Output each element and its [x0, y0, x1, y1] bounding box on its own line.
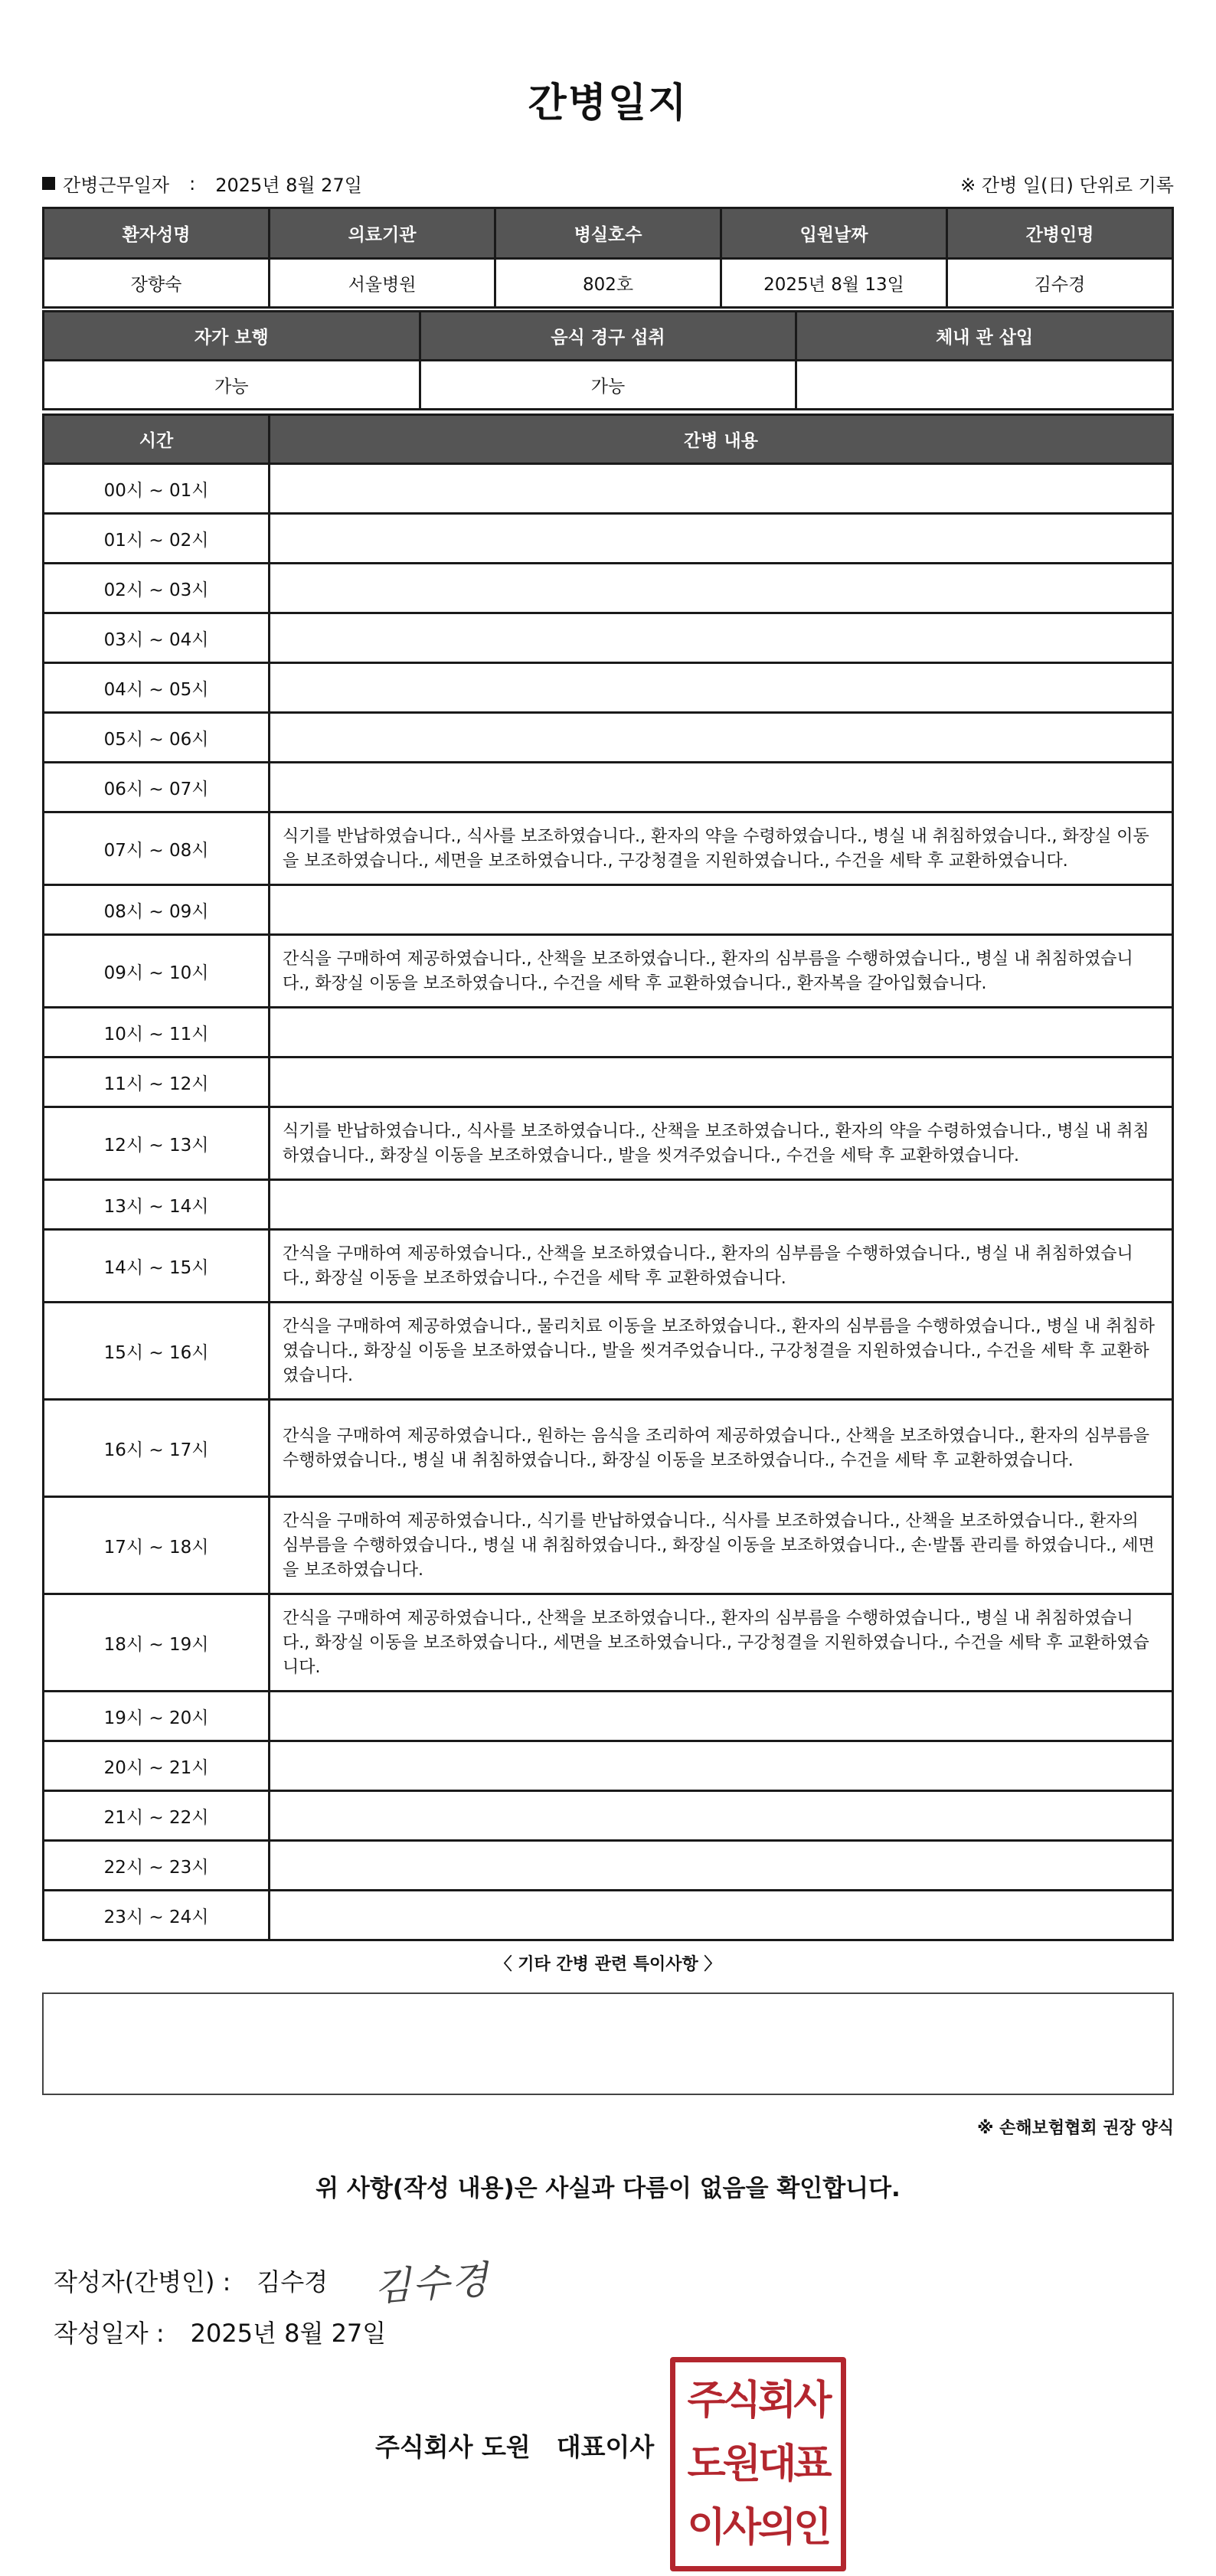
care-content: 간식을 구매하여 제공하였습니다., 산책을 보조하였습니다., 환자의 심부름을 수행하였습니다., 병실 내 취침하였습니다., 화장실 이동을 보조하였습니다., 수건을 세탁 후 교환하였습니다. — [270, 1230, 1173, 1303]
company-seal-stamp — [670, 2357, 846, 2571]
patient-info-table — [42, 207, 1174, 309]
patient-info-value-row — [44, 259, 1173, 308]
time-slot: 17시 ~ 18시 — [44, 1497, 270, 1594]
header-self-walking: 자가 보행 — [44, 312, 420, 361]
meta-row — [42, 170, 1174, 198]
patient-status-table — [42, 310, 1174, 410]
care-log-header-row — [44, 415, 1173, 464]
form-source-note: ※ 손해보험협회 권장 양식 — [977, 2119, 1174, 2138]
seal-line: 이사의인 — [687, 2505, 829, 2551]
work-date — [42, 170, 362, 197]
company-signature-line — [375, 2427, 654, 2463]
care-content — [270, 1891, 1173, 1940]
special-notes-title: 〈 기타 간병 관련 특이사항 〉 — [495, 1955, 721, 1974]
care-content — [270, 514, 1173, 564]
care-content: 간식을 구매하여 제공하였습니다., 산책을 보조하였습니다., 환자의 심부름을 수행하였습니다., 병실 내 취침하였습니다., 화장실 이동을 보조하였습니다., 수건을 세탁 후 교환하였습니다., 환자복을 갈아입혔습니다. — [270, 935, 1173, 1008]
table-row — [44, 1058, 1173, 1107]
time-slot: 14시 ~ 15시 — [44, 1230, 270, 1303]
company-title: 대표이사 — [556, 2432, 655, 2462]
header-room-number: 병실호수 — [495, 208, 721, 259]
square-bullet-icon — [42, 177, 55, 190]
time-slot: 09시 ~ 10시 — [44, 935, 270, 1008]
table-row — [44, 613, 1173, 663]
writer-row — [54, 2253, 492, 2310]
patient-info-header-row — [44, 208, 1173, 259]
table-row — [44, 1841, 1173, 1891]
table-row — [44, 1180, 1173, 1230]
table-row — [44, 1230, 1173, 1303]
self-walking-value: 가능 — [44, 361, 420, 410]
table-row — [44, 885, 1173, 935]
confirmation-statement: 위 사항(작성 내용)은 사실과 다름이 없음을 확인합니다. — [315, 2175, 901, 2202]
writer-label: 작성자(간병인) : — [54, 2267, 231, 2296]
care-content — [270, 1692, 1173, 1741]
time-slot: 08시 ~ 09시 — [44, 885, 270, 935]
table-row — [44, 464, 1173, 514]
time-slot: 13시 ~ 14시 — [44, 1180, 270, 1230]
table-row — [44, 1692, 1173, 1741]
header-hospital: 의료기관 — [270, 208, 495, 259]
time-slot: 19시 ~ 20시 — [44, 1692, 270, 1741]
table-row — [44, 1008, 1173, 1058]
time-slot: 20시 ~ 21시 — [44, 1741, 270, 1791]
care-log-table — [42, 414, 1174, 1941]
table-row — [44, 1741, 1173, 1791]
time-slot: 05시 ~ 06시 — [44, 713, 270, 763]
care-content — [270, 713, 1173, 763]
header-oral-intake: 음식 경구 섭취 — [420, 312, 796, 361]
header-tube-insertion: 체내 관 삽입 — [796, 312, 1173, 361]
table-row — [44, 564, 1173, 613]
time-slot: 18시 ~ 19시 — [44, 1594, 270, 1692]
care-content — [270, 464, 1173, 514]
hospital-name: 서울병원 — [270, 259, 495, 308]
care-content — [270, 885, 1173, 935]
time-slot: 11시 ~ 12시 — [44, 1058, 270, 1107]
table-row — [44, 514, 1173, 564]
time-slot: 15시 ~ 16시 — [44, 1303, 270, 1400]
care-content — [270, 663, 1173, 713]
table-row — [44, 935, 1173, 1008]
time-slot: 03시 ~ 04시 — [44, 613, 270, 663]
record-unit-note: ※ 간병 일(日) 단위로 기록 — [960, 175, 1174, 196]
header-caregiver-name: 간병인명 — [947, 208, 1173, 259]
tube-insertion-value — [796, 361, 1173, 410]
care-content: 간식을 구매하여 제공하였습니다., 산책을 보조하였습니다., 환자의 심부름을 수행하였습니다., 병실 내 취침하였습니다., 화장실 이동을 보조하였습니다., 세면을 보조하였습니다., 구강청결을 지원하였습니다., 수건을 세탁 후 교환하였습니다. — [270, 1594, 1173, 1692]
seal-line: 주식회사 — [687, 2377, 829, 2424]
time-slot: 21시 ~ 22시 — [44, 1791, 270, 1841]
seal-line: 도원대표 — [687, 2440, 829, 2487]
time-slot: 01시 ~ 02시 — [44, 514, 270, 564]
work-date-value: 2025년 8월 27일 — [215, 175, 362, 196]
care-content: 간식을 구매하여 제공하였습니다., 원하는 음식을 조리하여 제공하였습니다., 산책을 보조하였습니다., 환자의 심부름을 수행하였습니다., 병실 내 취침하였습니다., 화장실 이동을 보조하였습니다., 수건을 세탁 후 교환하였습니다. — [270, 1400, 1173, 1497]
table-row — [44, 763, 1173, 812]
writer-signature: 김수경 — [372, 2257, 492, 2310]
care-content — [270, 1180, 1173, 1230]
care-content — [270, 1058, 1173, 1107]
care-content: 간식을 구매하여 제공하였습니다., 식기를 반납하였습니다., 식사를 보조하였습니다., 산책을 보조하였습니다., 환자의 심부름을 수행하였습니다., 병실 내 취침하였습니다., 화장실 이동을 보조하였습니다., 손·발톱 관리를 하였습니다., 세면을 보조하였습니다. — [270, 1497, 1173, 1594]
care-content — [270, 564, 1173, 613]
header-care-content: 간병 내용 — [270, 415, 1173, 464]
table-row — [44, 1497, 1173, 1594]
table-row — [44, 1107, 1173, 1180]
admission-date: 2025년 8월 13일 — [721, 259, 947, 308]
care-content: 식기를 반납하였습니다., 식사를 보조하였습니다., 환자의 약을 수령하였습니다., 병실 내 취침하였습니다., 화장실 이동을 보조하였습니다., 세면을 보조하였습니다., 구강청결을 지원하였습니다., 수건을 세탁 후 교환하였습니다. — [270, 812, 1173, 885]
table-row — [44, 1791, 1173, 1841]
table-row — [44, 1303, 1173, 1400]
care-content — [270, 1008, 1173, 1058]
time-slot: 02시 ~ 03시 — [44, 564, 270, 613]
patient-name: 장향숙 — [44, 259, 270, 308]
table-row — [44, 1400, 1173, 1497]
care-content — [270, 613, 1173, 663]
company-name: 주식회사 도원 — [375, 2432, 531, 2462]
time-slot: 06시 ~ 07시 — [44, 763, 270, 812]
care-content — [270, 1741, 1173, 1791]
time-slot: 22시 ~ 23시 — [44, 1841, 270, 1891]
table-row — [44, 663, 1173, 713]
writer-name: 김수경 — [257, 2267, 329, 2296]
time-slot: 04시 ~ 05시 — [44, 663, 270, 713]
work-date-label: 간병근무일자 — [63, 175, 170, 196]
page-title: 간병일지 — [528, 80, 688, 126]
table-row — [44, 1594, 1173, 1692]
care-content — [270, 1791, 1173, 1841]
written-date-value: 2025년 8월 27일 — [190, 2319, 387, 2348]
care-content — [270, 1841, 1173, 1891]
header-time: 시간 — [44, 415, 270, 464]
written-date-label: 작성일자 : — [54, 2319, 165, 2348]
time-slot: 16시 ~ 17시 — [44, 1400, 270, 1497]
caregiver-name: 김수경 — [947, 259, 1173, 308]
care-content: 식기를 반납하였습니다., 식사를 보조하였습니다., 산책을 보조하였습니다., 환자의 약을 수령하였습니다., 병실 내 취침하였습니다., 화장실 이동을 보조하였습니다., 발을 씻겨주었습니다., 수건을 세탁 후 교환하였습니다. — [270, 1107, 1173, 1180]
work-date-separator: : — [189, 172, 196, 195]
time-slot: 00시 ~ 01시 — [44, 464, 270, 514]
oral-intake-value: 가능 — [420, 361, 796, 410]
care-content: 간식을 구매하여 제공하였습니다., 물리치료 이동을 보조하였습니다., 환자의 심부름을 수행하였습니다., 병실 내 취침하였습니다., 화장실 이동을 보조하였습니다., 발을 씻겨주었습니다., 구강청결을 지원하였습니다., 수건을 세탁 후 교환하였습니다. — [270, 1303, 1173, 1400]
written-date-row — [54, 2314, 386, 2349]
table-row — [44, 713, 1173, 763]
special-notes-box — [42, 1992, 1174, 2095]
table-row — [44, 1891, 1173, 1940]
time-slot: 12시 ~ 13시 — [44, 1107, 270, 1180]
care-content — [270, 763, 1173, 812]
header-admission-date: 입원날짜 — [721, 208, 947, 259]
header-patient-name: 환자성명 — [44, 208, 270, 259]
time-slot: 23시 ~ 24시 — [44, 1891, 270, 1940]
room-number: 802호 — [495, 259, 721, 308]
time-slot: 07시 ~ 08시 — [44, 812, 270, 885]
patient-status-value-row — [44, 361, 1173, 410]
table-row — [44, 812, 1173, 885]
time-slot: 10시 ~ 11시 — [44, 1008, 270, 1058]
patient-status-header-row — [44, 312, 1173, 361]
